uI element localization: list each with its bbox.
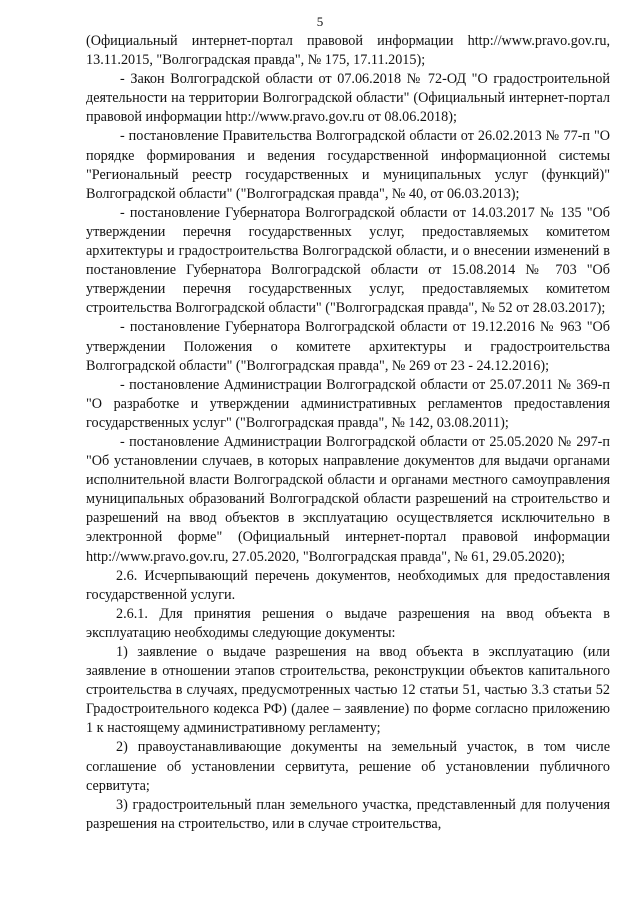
paragraph-source-citation: (Официальный интернет-портал правовой информации http://www.pravo.gov.ru, 13.11.2015, "Волгоградская правда", № 175, 17.11.2015);	[86, 33, 610, 69]
document-body	[86, 32, 610, 834]
paragraph-law-72-od: - Закон Волгоградской области от 07.06.2018 № 72-ОД "О градостроительной деятельности на территории Волгоградской области" (Официальный интернет-портал правовой информации http://www.pravo.gov.ru от 08.06.2018);	[86, 71, 610, 126]
paragraph-resolution-369-p: - постановление Администрации Волгоградской области от 25.07.2011 № 369-п "О разработке и утверждении административных регламентов предоставления государственных услуг" ("Волгоградская правда", № 142, 03.08.2011);	[86, 376, 610, 431]
list-item-3: 3) градостроительный план земельного участка, представленный для получения разрешения на строительство, или в случае строительства,	[86, 796, 610, 832]
list-item-1: 1) заявление о выдаче разрешения на ввод объекта в эксплуатацию (или заявление в отношении этапов строительства, реконструкции объектов капитального строительства в случаях, предусмотренных частью 12 статьи 51, частью 3.3 статьи 52 Градостроительного кодекса РФ) (далее – заявление) по форме согласно приложению 1 к настоящему административному регламенту;	[86, 644, 610, 737]
paragraph-resolution-963: - постановление Губернатора Волгоградской области от 19.12.2016 № 963 "Об утверждении Положения о комитете архитектуры и градостроительства Волгоградской области" ("Волгоградская правда", № 269 от 23 - 24.12.2016);	[86, 319, 610, 374]
section-2-6-1: 2.6.1. Для принятия решения о выдаче разрешения на ввод объекта в эксплуатацию необходимы следующие документы:	[86, 605, 610, 641]
section-2-6-heading: 2.6. Исчерпывающий перечень документов, необходимых для предоставления государственной услуги.	[86, 567, 610, 603]
paragraph-resolution-297-p: - постановление Администрации Волгоградской области от 25.05.2020 № 297-п "Об установлении случаев, в которых направление документов для выдачи органами исполнительной власти Волгоградской области и органами местного самоуправления муниципальных образований Волгоградской области разрешений на строительство и разрешений на ввод объектов в эксплуатацию осуществляется исключительно в электронной форме" (Официальный интернет-портал правовой информации http://www.pravo.gov.ru, 27.05.2020, "Волгоградская правда", № 61, 29.05.2020);	[86, 433, 610, 565]
paragraph-resolution-77-p: - постановление Правительства Волгоградской области от 26.02.2013 № 77-п "О порядке формирования и ведения государственной информационной системы "Региональный реестр государственных и муниципальных услуг (функций)" Волгоградской области" ("Волгоградская правда", № 40, от 06.03.2013);	[86, 128, 610, 202]
paragraph-resolution-135: - постановление Губернатора Волгоградской области от 14.03.2017 № 135 "Об утверждении перечня государственных услуг, предоставляемых комитетом архитектуры и градостроительства Волгоградской области, и о внесении изменений в постановление Губернатора Волгоградской области от 15.08.2014 № 703 "Об утверждении перечня государственных услуг, предоставляемых комитетом строительства Волгоградской области" ("Волгоградская правда", № 52 от 28.03.2017);	[86, 204, 610, 317]
page-number: 5	[316, 14, 324, 29]
list-item-2: 2) правоустанавливающие документы на земельный участок, в том числе соглашение об установлении сервитута, решение об установлении публичного сервитута;	[86, 739, 610, 794]
